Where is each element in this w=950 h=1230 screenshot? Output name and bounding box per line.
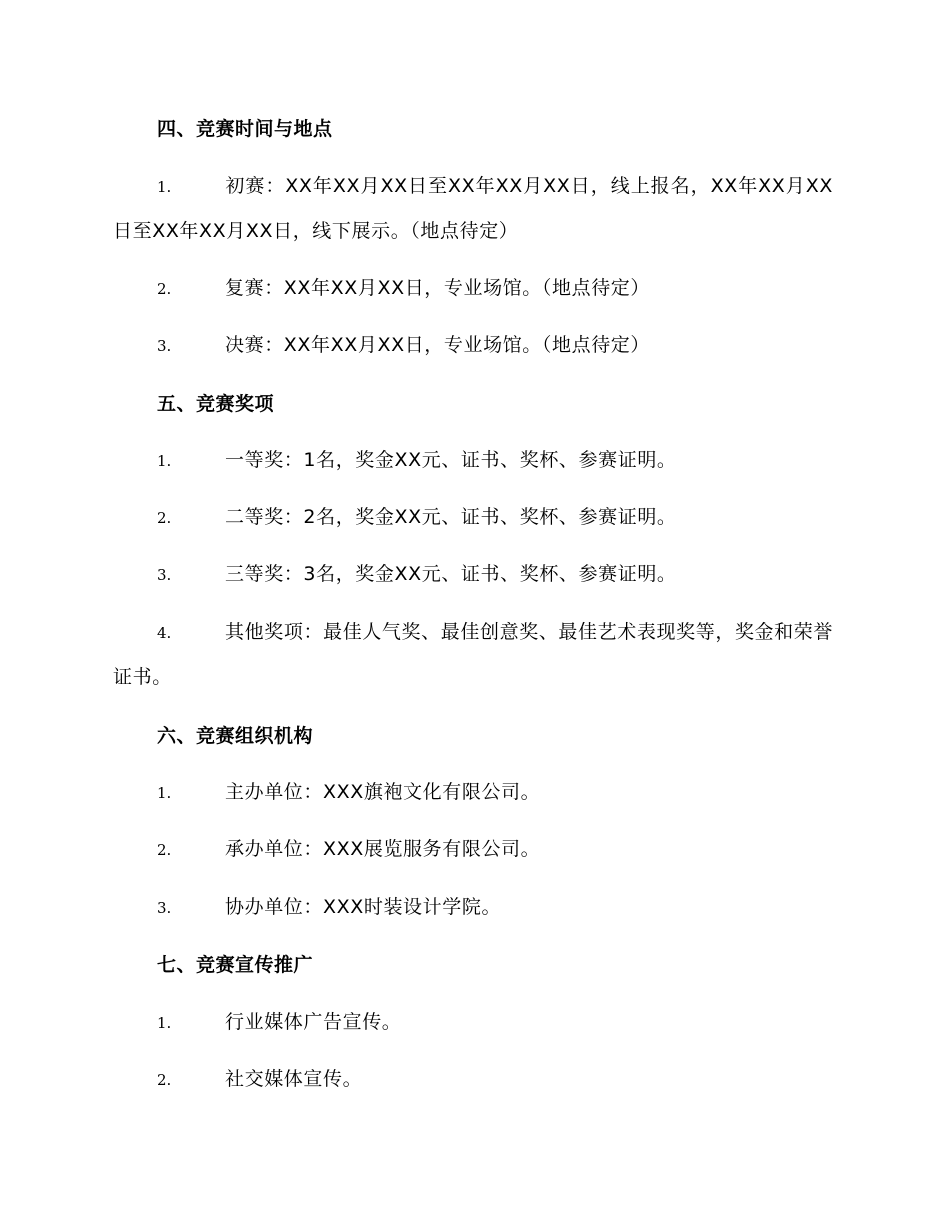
item-text: 一等奖：1名，奖金XX元、证书、奖杯、参赛证明。 <box>225 449 677 471</box>
item-text: 初赛：XX年XX月XX日至XX年XX月XX日，线上报名，XX年XX月XX日至XX年XX月XX日，线下展示。（地点待定） <box>113 175 833 242</box>
list-item <box>113 266 833 311</box>
section-heading: 七、竞赛宣传推广 <box>157 954 314 976</box>
item-text: 协办单位：XXX时装设计学院。 <box>225 896 502 918</box>
item-text: 其他奖项：最佳人气奖、最佳创意奖、最佳艺术表现奖等，奖金和荣誉证书。 <box>113 621 833 688</box>
item-text: 行业媒体广告宣传。 <box>225 1011 402 1033</box>
item-text: 主办单位：XXX旗袍文化有限公司。 <box>225 781 541 803</box>
list-item <box>113 885 833 930</box>
list-item <box>113 770 833 815</box>
item-number: 1. <box>157 784 172 802</box>
section-heading: 四、竞赛时间与地点 <box>157 118 333 140</box>
section-heading: 六、竞赛组织机构 <box>157 725 314 747</box>
item-number: 1. <box>157 1014 172 1032</box>
list-item <box>113 552 833 597</box>
item-number: 2. <box>157 841 172 859</box>
section-heading: 五、竞赛奖项 <box>157 393 275 415</box>
list-item <box>113 438 833 483</box>
item-number: 3. <box>157 899 172 917</box>
list-item <box>113 164 833 253</box>
item-text: 复赛：XX年XX月XX日，专业场馆。（地点待定） <box>225 277 650 299</box>
item-text: 决赛：XX年XX月XX日，专业场馆。（地点待定） <box>225 334 650 356</box>
list-item <box>113 323 833 368</box>
list-item <box>113 827 833 872</box>
item-number: 2. <box>157 1071 172 1089</box>
item-text: 三等奖：3名，奖金XX元、证书、奖杯、参赛证明。 <box>225 563 677 585</box>
item-text: 二等奖：2名，奖金XX元、证书、奖杯、参赛证明。 <box>225 506 677 528</box>
list-item <box>113 610 833 699</box>
item-number: 3. <box>157 337 172 355</box>
item-number: 4. <box>157 624 172 642</box>
item-number: 1. <box>157 178 172 196</box>
item-number: 2. <box>157 509 172 527</box>
item-number: 1. <box>157 452 172 470</box>
list-item <box>113 1057 833 1102</box>
item-number: 3. <box>157 566 172 584</box>
list-item <box>113 495 833 540</box>
item-text: 社交媒体宣传。 <box>225 1068 363 1090</box>
list-item <box>113 1000 833 1045</box>
item-text: 承办单位：XXX展览服务有限公司。 <box>225 838 541 860</box>
item-number: 2. <box>157 280 172 298</box>
